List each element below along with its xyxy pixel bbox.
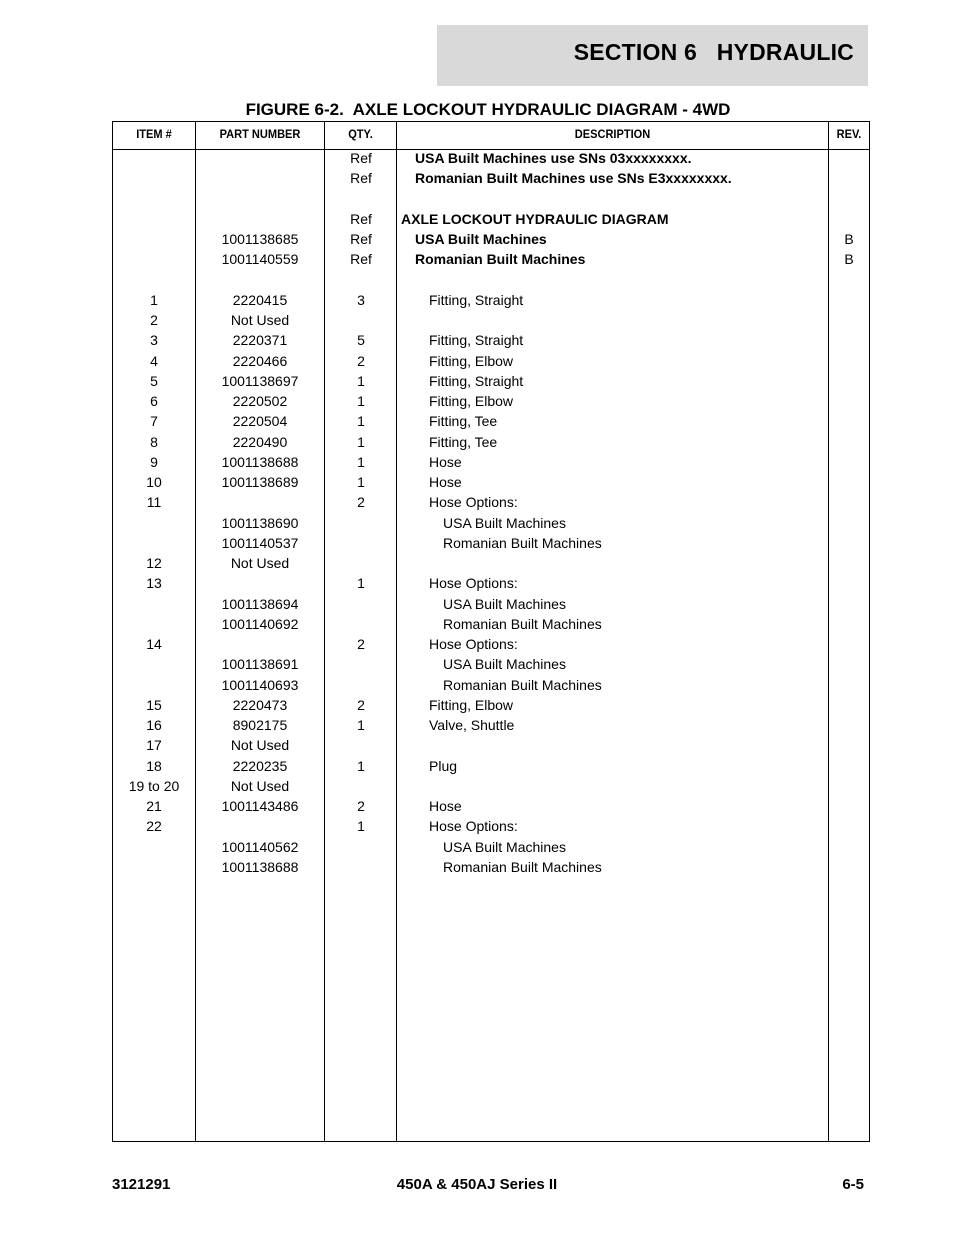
description-cell: Romanian Built Machines [443, 676, 602, 693]
item-number-cell: 10 [146, 474, 162, 490]
table-row [113, 655, 869, 675]
description-cell: Romanian Built Machines [443, 615, 602, 632]
part-number-cell: 1001140693 [221, 676, 299, 693]
item-number-cell: 6 [150, 393, 158, 409]
qty-cell: 1 [357, 717, 365, 733]
part-number-cell: 1001140537 [221, 534, 299, 551]
section-header-band [437, 25, 868, 86]
qty-cell: 5 [357, 332, 365, 349]
rev-cell: B [844, 251, 854, 268]
table-row [113, 149, 869, 169]
item-number-cell: 8 [150, 433, 158, 450]
item-number-cell: 7 [150, 413, 158, 430]
column-header-rev: REV. [836, 127, 862, 141]
table-row [113, 635, 869, 655]
description-cell: USA Built Machines use SNs 03xxxxxxxx. [415, 150, 692, 166]
item-number-cell: 13 [146, 575, 162, 592]
part-number-cell: 2220415 [232, 291, 288, 308]
description-cell: Hose Options: [429, 636, 518, 652]
qty-cell: 1 [357, 474, 365, 490]
part-number-cell: 1001138697 [221, 372, 299, 389]
description-cell: AXLE LOCKOUT HYDRAULIC DIAGRAM [401, 210, 669, 227]
table-row [113, 230, 869, 250]
model-name: 450A & 450AJ Series II [396, 1176, 558, 1193]
description-cell: Valve, Shuttle [429, 717, 515, 733]
table-row [113, 473, 869, 493]
qty-cell: 1 [357, 818, 365, 835]
description-cell: Romanian Built Machines [443, 534, 602, 551]
table-row [113, 736, 869, 756]
part-number-cell: 1001140562 [221, 838, 299, 855]
item-number-cell: 14 [146, 636, 162, 652]
table-row [113, 676, 869, 696]
part-number-cell: 1001138694 [221, 595, 299, 612]
part-number-cell: 2220504 [232, 413, 288, 430]
item-number-cell: 9 [150, 453, 158, 470]
qty-cell: 1 [357, 757, 365, 774]
qty-cell: 1 [357, 372, 365, 389]
description-cell: Fitting, Straight [429, 291, 524, 308]
description-cell: Fitting, Straight [429, 332, 524, 349]
part-number-cell: 1001143486 [221, 798, 299, 814]
description-cell: USA Built Machines [415, 231, 547, 247]
table-row [113, 696, 869, 716]
table-row [113, 453, 869, 473]
part-number-cell: 2220502 [232, 393, 288, 409]
part-number-cell: 1001138685 [221, 231, 299, 247]
description-cell: Romanian Built Machines [415, 251, 586, 268]
description-cell: USA Built Machines [443, 838, 566, 855]
table-row [113, 372, 869, 392]
part-number-cell: 1001138691 [221, 656, 299, 673]
part-number-cell: 1001140559 [221, 251, 299, 268]
column-header-description: DESCRIPTION [574, 127, 651, 141]
description-cell: Hose Options: [429, 575, 518, 592]
table-row [113, 271, 869, 291]
part-number-cell: Not Used [230, 312, 290, 328]
part-number-cell: 2220466 [232, 352, 288, 369]
qty-cell: 2 [357, 636, 365, 652]
part-number-cell: Not Used [230, 777, 290, 794]
item-number-cell: 2 [150, 312, 158, 328]
description-cell: Hose Options: [429, 494, 518, 511]
item-number-cell: 12 [146, 555, 162, 571]
part-number-cell: 8902175 [232, 717, 288, 733]
table-row [113, 311, 869, 331]
table-row [113, 210, 869, 230]
table-row [113, 190, 869, 210]
qty-cell: 1 [357, 393, 365, 409]
part-number-cell: 1001138688 [221, 453, 299, 470]
qty-cell: 3 [357, 291, 365, 308]
description-cell: Hose Options: [429, 818, 518, 835]
column-header-item: ITEM # [136, 127, 172, 141]
qty-cell: 2 [357, 494, 365, 511]
description-cell: Hose [429, 453, 462, 470]
part-number-cell: 2220473 [232, 696, 288, 713]
part-number-cell: 2220235 [232, 757, 288, 774]
table-row [113, 169, 869, 189]
qty-cell: 1 [357, 413, 365, 430]
table-row [113, 514, 869, 534]
item-number-cell: 3 [150, 332, 158, 349]
item-number-cell: 4 [150, 352, 158, 369]
qty-cell: Ref [350, 231, 372, 247]
qty-cell: Ref [350, 150, 372, 166]
table-row [113, 291, 869, 311]
qty-cell: 1 [357, 433, 365, 450]
description-cell: USA Built Machines [443, 514, 566, 531]
qty-cell: Ref [350, 170, 372, 187]
item-number-cell: 16 [146, 717, 162, 733]
qty-cell: Ref [350, 210, 372, 227]
table-row [113, 838, 869, 858]
description-cell: USA Built Machines [443, 595, 566, 612]
description-cell: Hose [429, 474, 462, 490]
part-number-cell: 2220371 [232, 332, 288, 349]
parts-table [112, 121, 870, 1142]
table-row [113, 777, 869, 797]
item-number-cell: 21 [146, 798, 162, 814]
item-number-cell: 19 to 20 [128, 777, 180, 794]
description-cell: Fitting, Straight [429, 372, 524, 389]
part-number-cell: Not Used [230, 555, 290, 571]
description-cell: USA Built Machines [443, 656, 566, 673]
table-row [113, 595, 869, 615]
part-number-cell: 2220490 [232, 433, 288, 450]
description-cell: Fitting, Tee [429, 413, 498, 430]
description-cell: Fitting, Elbow [429, 393, 514, 409]
item-number-cell: 1 [150, 291, 158, 308]
item-number-cell: 11 [146, 494, 162, 511]
table-row [113, 858, 869, 878]
description-cell: Romanian Built Machines [443, 858, 602, 875]
description-cell: Fitting, Tee [429, 433, 498, 450]
table-row [113, 250, 869, 270]
item-number-cell: 18 [146, 757, 162, 774]
table-row [113, 615, 869, 635]
item-number-cell: 17 [146, 737, 162, 754]
qty-cell: 2 [357, 696, 365, 713]
document-number: 3121291 [112, 1176, 171, 1193]
table-row [113, 716, 869, 736]
qty-cell: 1 [357, 575, 365, 592]
part-number-cell: 1001140692 [221, 615, 299, 632]
table-row [113, 817, 869, 837]
description-cell: Fitting, Elbow [429, 696, 514, 713]
table-row [113, 352, 869, 372]
section-title: SECTION 6 HYDRAULIC [573, 39, 854, 65]
table-row [113, 331, 869, 351]
qty-cell: 2 [357, 798, 365, 814]
description-cell: Hose [429, 798, 462, 814]
item-number-cell: 15 [146, 696, 162, 713]
part-number-cell: 1001138690 [221, 514, 299, 531]
description-cell: Romanian Built Machines use SNs E3xxxxxxxx. [415, 170, 732, 187]
table-row [113, 493, 869, 513]
rev-cell: B [844, 231, 854, 247]
figure-title: FIGURE 6-2. AXLE LOCKOUT HYDRAULIC DIAGRAM - 4WD [245, 100, 731, 119]
table-row [113, 574, 869, 594]
column-header-qty: QTY. [348, 127, 373, 141]
table-row [113, 392, 869, 412]
table-row [113, 412, 869, 432]
qty-cell: 2 [357, 352, 365, 369]
page-number: 6-5 [842, 1176, 864, 1193]
item-number-cell: 5 [150, 372, 158, 389]
item-number-cell: 22 [146, 818, 162, 835]
table-row [113, 757, 869, 777]
column-header-part-number: PART NUMBER [219, 127, 301, 141]
qty-cell: 1 [357, 453, 365, 470]
qty-cell: Ref [350, 251, 372, 268]
part-number-cell: Not Used [230, 737, 290, 754]
part-number-cell: 1001138689 [221, 474, 299, 490]
description-cell: Fitting, Elbow [429, 352, 514, 369]
table-row [113, 797, 869, 817]
table-row [113, 534, 869, 554]
table-row [113, 554, 869, 574]
part-number-cell: 1001138688 [221, 858, 299, 875]
table-row [113, 433, 869, 453]
description-cell: Plug [429, 757, 458, 774]
